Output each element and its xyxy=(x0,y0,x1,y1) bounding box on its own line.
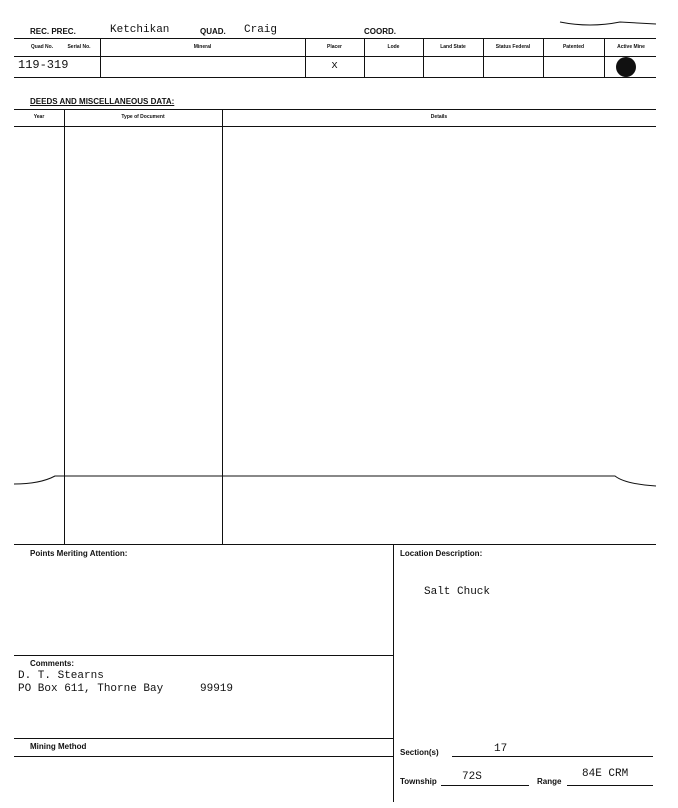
points-label: Points Meriting Attention: xyxy=(30,549,128,558)
quad-value: Craig xyxy=(244,24,278,36)
col-type-of-document: Type of Document xyxy=(121,113,165,120)
col-placer: Placer xyxy=(326,43,342,50)
section-underline xyxy=(452,756,653,757)
mining-top-border xyxy=(14,738,393,739)
range-underline xyxy=(567,785,653,786)
col-active-mine: Active Mine xyxy=(617,43,645,50)
comments-line1: D. T. Stearns xyxy=(18,670,104,682)
record-number: 119-319 xyxy=(18,58,69,72)
rec-prec-label: REC. PREC. xyxy=(30,27,76,36)
location-value: Salt Chuck xyxy=(424,586,491,598)
location-label: Location Description: xyxy=(400,549,483,558)
coord-label: COORD. xyxy=(364,27,396,36)
range-value: 84E CRM xyxy=(582,768,629,780)
comments-zip: 99919 xyxy=(200,683,234,695)
comments-label: Comments: xyxy=(30,659,75,668)
col-patented: Patented xyxy=(562,43,585,50)
col-land-state: Land State xyxy=(440,43,466,50)
mining-label: Mining Method xyxy=(30,742,87,751)
col-status-federal: Status Federal xyxy=(495,43,531,50)
col-lode: Lode xyxy=(387,43,400,50)
rec-prec-value: Ketchikan xyxy=(110,24,170,36)
mining-bottom-border xyxy=(14,756,393,757)
township-underline xyxy=(441,785,529,786)
col-details: Details xyxy=(430,113,448,120)
col-quad-no: Quad No. xyxy=(30,43,54,50)
comments-address: PO Box 611, Thorne Bay xyxy=(18,683,164,695)
placer-mark: x xyxy=(331,60,338,72)
quad-label: QUAD. xyxy=(200,27,226,36)
col-serial-no: Serial No. xyxy=(67,43,91,50)
range-label: Range xyxy=(537,777,562,786)
col-mineral: Mineral xyxy=(193,43,212,50)
township-value: 72S xyxy=(462,771,482,783)
col-year: Year xyxy=(33,113,45,120)
deeds-title: DEEDS AND MISCELLANEOUS DATA: xyxy=(30,97,175,106)
township-label: Township xyxy=(400,777,437,786)
section-label: Section(s) xyxy=(400,748,439,757)
comments-border xyxy=(14,655,393,656)
section-value: 17 xyxy=(494,743,508,755)
lower-col-divider xyxy=(393,544,394,802)
